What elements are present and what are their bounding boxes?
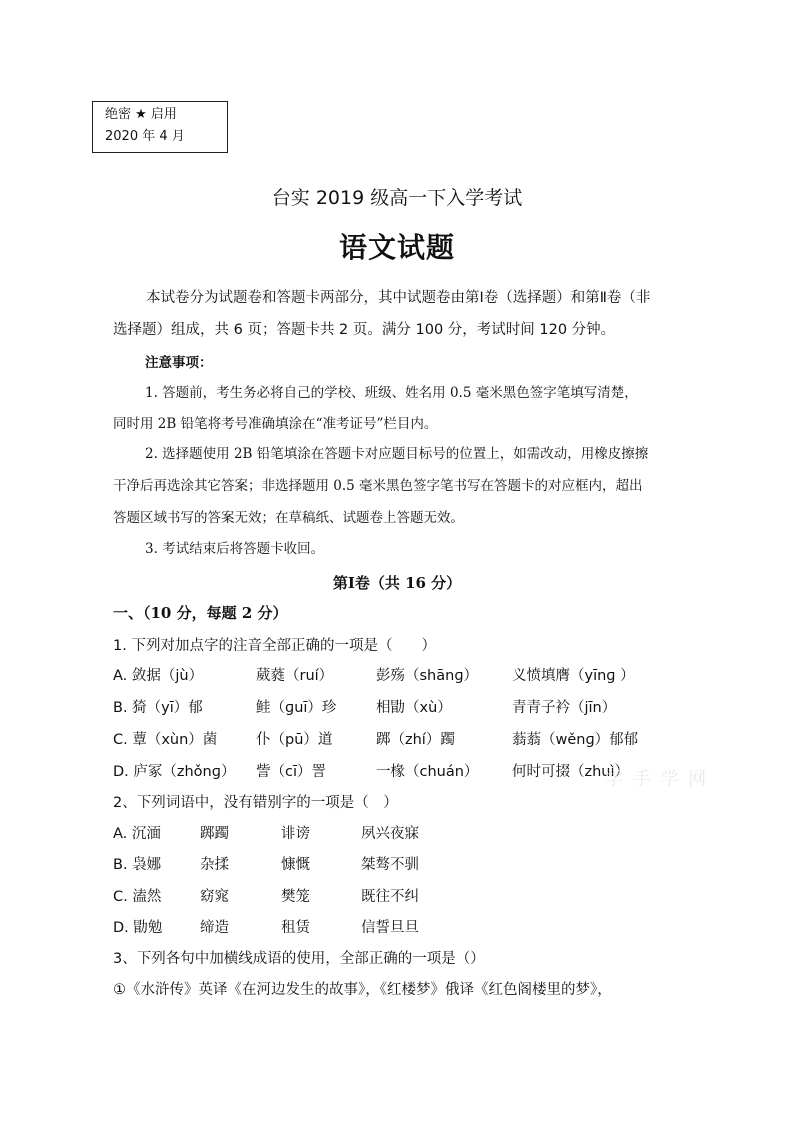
watermark: 学 手 学 网 — [605, 769, 709, 790]
q1-option-c-2: 仆（pū）道 — [256, 732, 333, 748]
q1-option-d-3: 一椽（chuán） — [376, 764, 479, 780]
q1-option-a-1: A. 敛据（jù） — [113, 668, 204, 684]
q2-option-c-2: 窈窕 — [200, 889, 229, 905]
q1-option-d-1: D. 庐冢（zhǒnɡ） — [113, 764, 236, 780]
intro-line-1: 本试卷分为试题卷和答题卡两部分，其中试题卷由第Ⅰ卷（选择题）和第Ⅱ卷（非 — [146, 290, 651, 306]
q2-option-a-4: 夙兴夜寐 — [361, 826, 419, 842]
q1-option-a-2: 葳蕤（ruí） — [256, 668, 334, 684]
confidential-label: 绝密 ★ 启用 — [105, 107, 177, 122]
section-heading: 第Ⅰ卷（共 16 分） — [332, 574, 462, 592]
question-3-line-1: ①《水浒传》英译《在河边发生的故事》，《红楼梦》俄译《红色阁楼里的梦》， — [113, 982, 612, 998]
question-1-stem: 1. 下列对加点字的注音全部正确的一项是（ ） — [113, 638, 436, 654]
q1-option-b-3: 相勖（xù） — [376, 700, 452, 716]
q2-option-c-4: 既往不纠 — [361, 889, 419, 905]
q1-option-b-4: 青青子衿（jīn） — [512, 700, 617, 716]
question-2-stem: 2、下列词语中，没有错别字的一项是（ ） — [113, 795, 398, 811]
q1-option-c-4: 蓊蓊（wěnɡ）郁郁 — [512, 732, 639, 748]
paper-subtitle: 语文试题 — [338, 231, 455, 264]
q2-option-a-3: 诽谤 — [281, 826, 310, 842]
q2-option-b-3: 慷慨 — [281, 857, 310, 873]
q2-option-a-1: A. 沉湎 — [113, 826, 161, 842]
q2-option-b-4: 桀骜不驯 — [361, 857, 419, 873]
q2-option-d-2: 缔造 — [200, 920, 229, 936]
note-3: 3. 考试结束后将答题卡收回。 — [145, 541, 325, 557]
note-1-line-2: 同时用 2B 铅笔将考号准确填涂在“准考证号”栏目内。 — [113, 416, 438, 432]
q2-option-c-1: C. 溘然 — [113, 889, 162, 905]
q1-option-c-1: C. 蕈（xùn）菌 — [113, 732, 218, 748]
note-2-line-2: 干净后再选涂其它答案；非选择题用 0.5 毫米黑色签字笔书写在答题卡的对应框内，超出 — [113, 478, 643, 494]
note-1-line-1: 1. 答题前，考生务必将自己的学校、班级、姓名用 0.5 毫米黑色签字笔填写清楚， — [145, 385, 638, 401]
note-2-line-3: 答题区域书写的答案无效；在草稿纸、试题卷上答题无效。 — [113, 510, 464, 526]
q1-option-c-3: 踯（zhí）躅 — [376, 732, 455, 748]
q1-option-b-2: 鲑（ɡuī）珍 — [256, 700, 337, 716]
q2-option-b-2: 杂揉 — [200, 857, 229, 873]
confidential-box — [92, 101, 228, 153]
q1-option-a-3: 彭殇（shānɡ） — [376, 668, 479, 684]
note-2-line-1: 2. 选择题使用 2B 铅笔填涂在答题卡对应题目标号的位置上，如需改动，用橡皮擦擦 — [145, 446, 649, 462]
notes-heading: 注意事项： — [145, 355, 213, 371]
q1-option-a-4: 义愤填膺（yīnɡ ） — [512, 668, 635, 684]
q2-option-d-4: 信誓旦旦 — [361, 920, 419, 936]
q2-option-b-1: B. 袅娜 — [113, 857, 162, 873]
exam-title: 台实 2019 级高一下入学考试 — [271, 187, 523, 209]
q1-option-b-1: B. 猗（yī）郁 — [113, 700, 203, 716]
part-one-heading: 一、（10 分，每题 2 分） — [113, 604, 288, 622]
intro-line-2: 选择题）组成，共 6 页；答题卡共 2 页。满分 100 分，考试时间 120 分钟。 — [113, 322, 616, 338]
q2-option-d-1: D. 勖勉 — [113, 920, 163, 936]
q1-option-d-4: 何时可掇（zhuì） — [512, 764, 630, 780]
q1-option-d-2: 訾（cī）詈 — [256, 764, 327, 780]
q2-option-a-2: 踯躅 — [200, 826, 229, 842]
exam-date: 2020 年 4 月 — [105, 129, 185, 144]
q2-option-c-3: 樊笼 — [281, 889, 310, 905]
q2-option-d-3: 租赁 — [281, 920, 310, 936]
question-3-stem: 3、下列各句中加横线成语的使用，全部正确的一项是（） — [113, 951, 485, 967]
